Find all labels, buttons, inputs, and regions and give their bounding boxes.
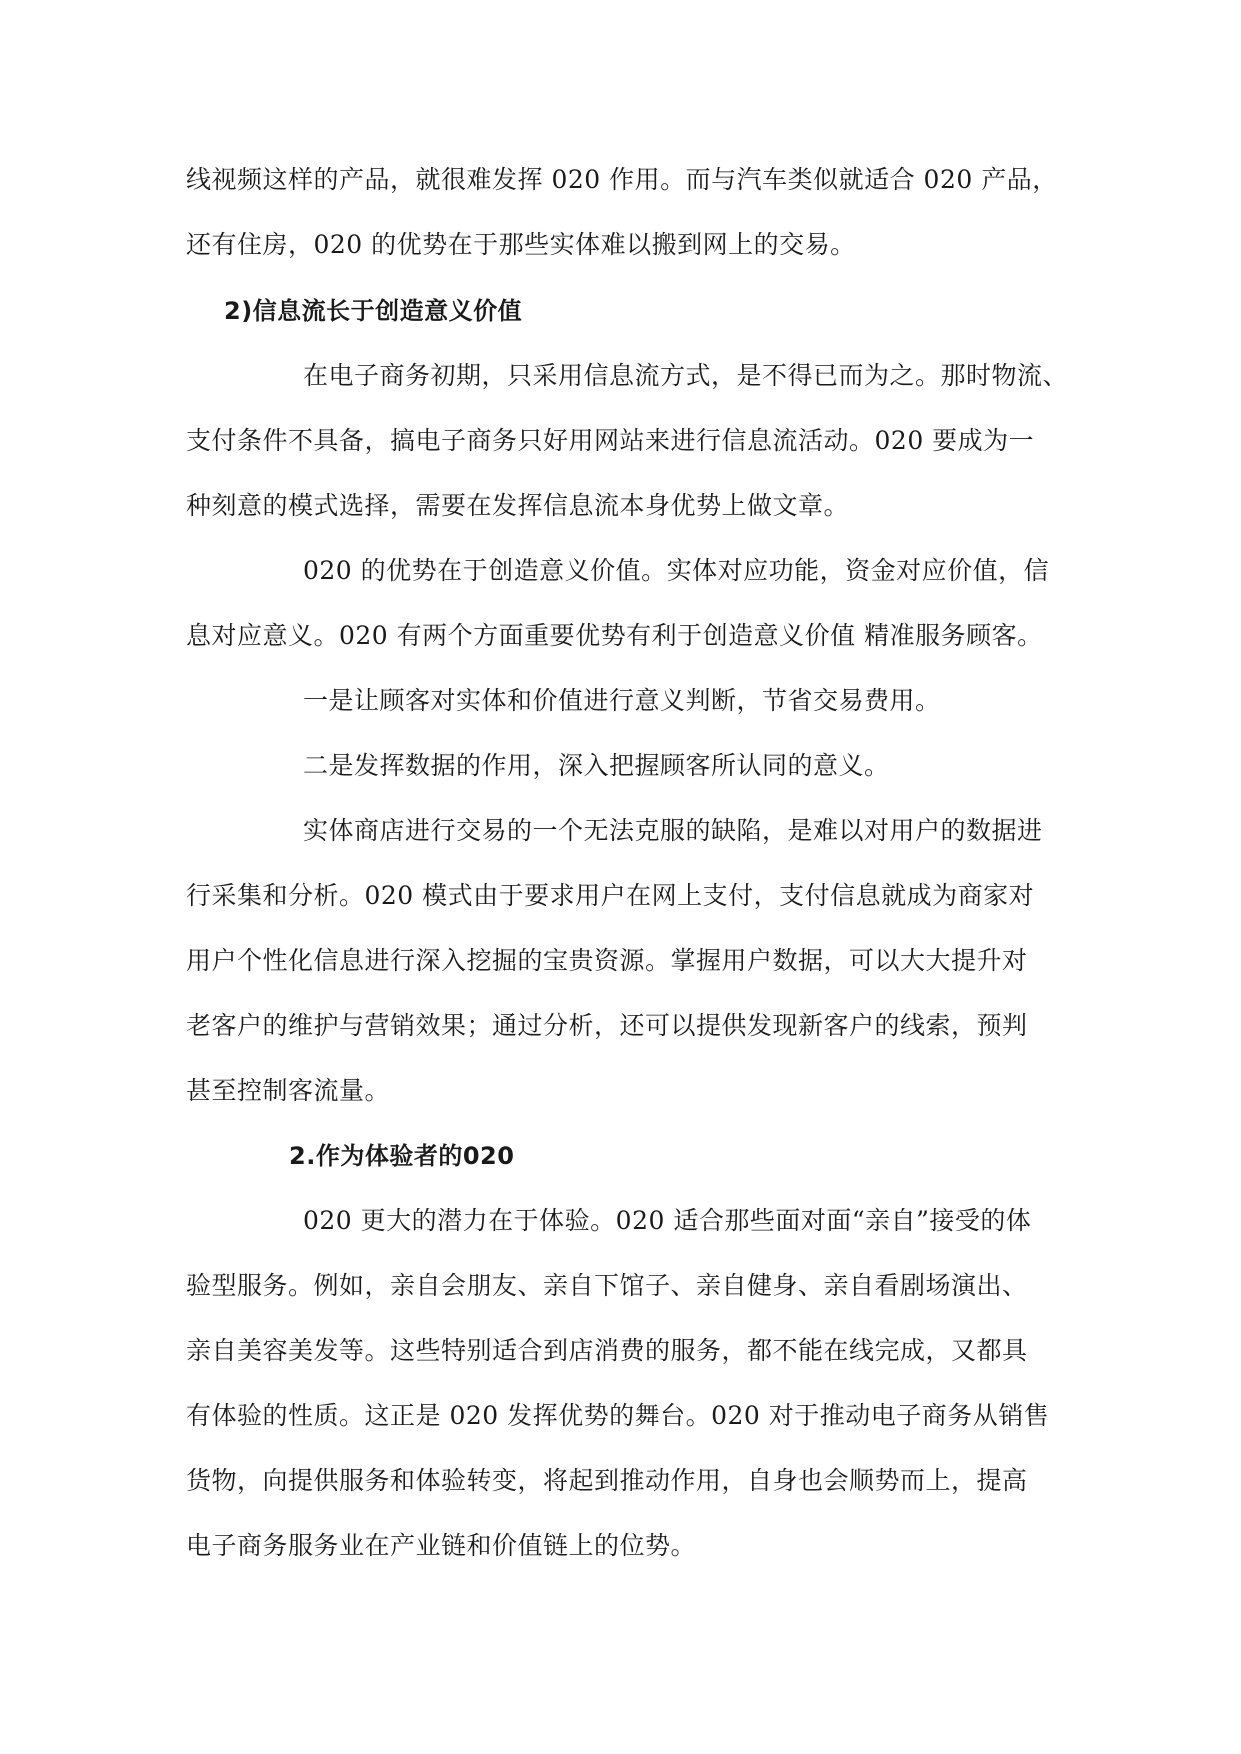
body-text-line: 亲自美容美发等。这些特别适合到店消费的服务，都不能在线完成，又都具 [186, 1336, 1028, 1365]
body-text-line: 用户个性化信息进行深入挖掘的宝贵资源。掌握用户数据，可以大大提升对 [186, 946, 1028, 975]
body-text-line: 货物，向提供服务和体验转变，将起到推动作用，自身也会顺势而上，提高 [186, 1466, 1028, 1495]
body-text-line: 实体商店进行交易的一个无法克服的缺陷，是难以对用户的数据进 [303, 816, 1043, 845]
body-text-line: 甚至控制客流量。 [186, 1076, 391, 1105]
body-text-line: 有体验的性质。这正是 020 发挥优势的舞台。020 对于推动电子商务从销售 [186, 1401, 1050, 1430]
subsection-heading: 2)信息流长于创造意义价值 [224, 297, 523, 325]
body-text-line: 020 更大的潜力在于体验。020 适合那些面对面“亲自”接受的体 [303, 1206, 1032, 1235]
body-text-line: 验型服务。例如，亲自会朋友、亲自下馆子、亲自健身、亲自看剧场演出、 [186, 1271, 1028, 1300]
body-text-line: 老客户的维护与营销效果；通过分析，还可以提供发现新客户的线索，预判 [186, 1011, 1028, 1040]
body-text-line: 020 的优势在于创造意义价值。实体对应功能，资金对应价值，信 [303, 556, 1050, 585]
body-text-line: 线视频这样的产品，就很难发挥 020 作用。而与汽车类似就适合 020 产品， [186, 165, 1058, 194]
body-text-line: 行采集和分析。020 模式由于要求用户在网上支付，支付信息就成为商家对 [186, 881, 1035, 910]
body-text-line: 种刻意的模式选择，需要在发挥信息流本身优势上做文章。 [186, 491, 850, 520]
body-text-line: 支付条件不具备，搞电子商务只好用网站来进行信息流活动。020 要成为一 [186, 426, 1035, 455]
body-text-line: 二是发挥数据的作用，深入把握顾客所认同的意义。 [303, 751, 890, 780]
body-text-line: 电子商务服务业在产业链和价值链上的位势。 [186, 1531, 697, 1560]
body-text-line: 还有住房，020 的优势在于那些实体难以搬到网上的交易。 [186, 230, 856, 259]
section-heading: 2.作为体验者的020 [289, 1142, 515, 1170]
body-text-line: 一是让顾客对实体和价值进行意义判断，节省交易费用。 [303, 686, 941, 715]
body-text-line: 息对应意义。020 有两个方面重要优势有利于创造意义价值 精准服务顾客。 [186, 621, 1043, 650]
body-text-line: 在电子商务初期，只采用信息流方式，是不得已而为之。那时物流、 [303, 361, 1069, 390]
